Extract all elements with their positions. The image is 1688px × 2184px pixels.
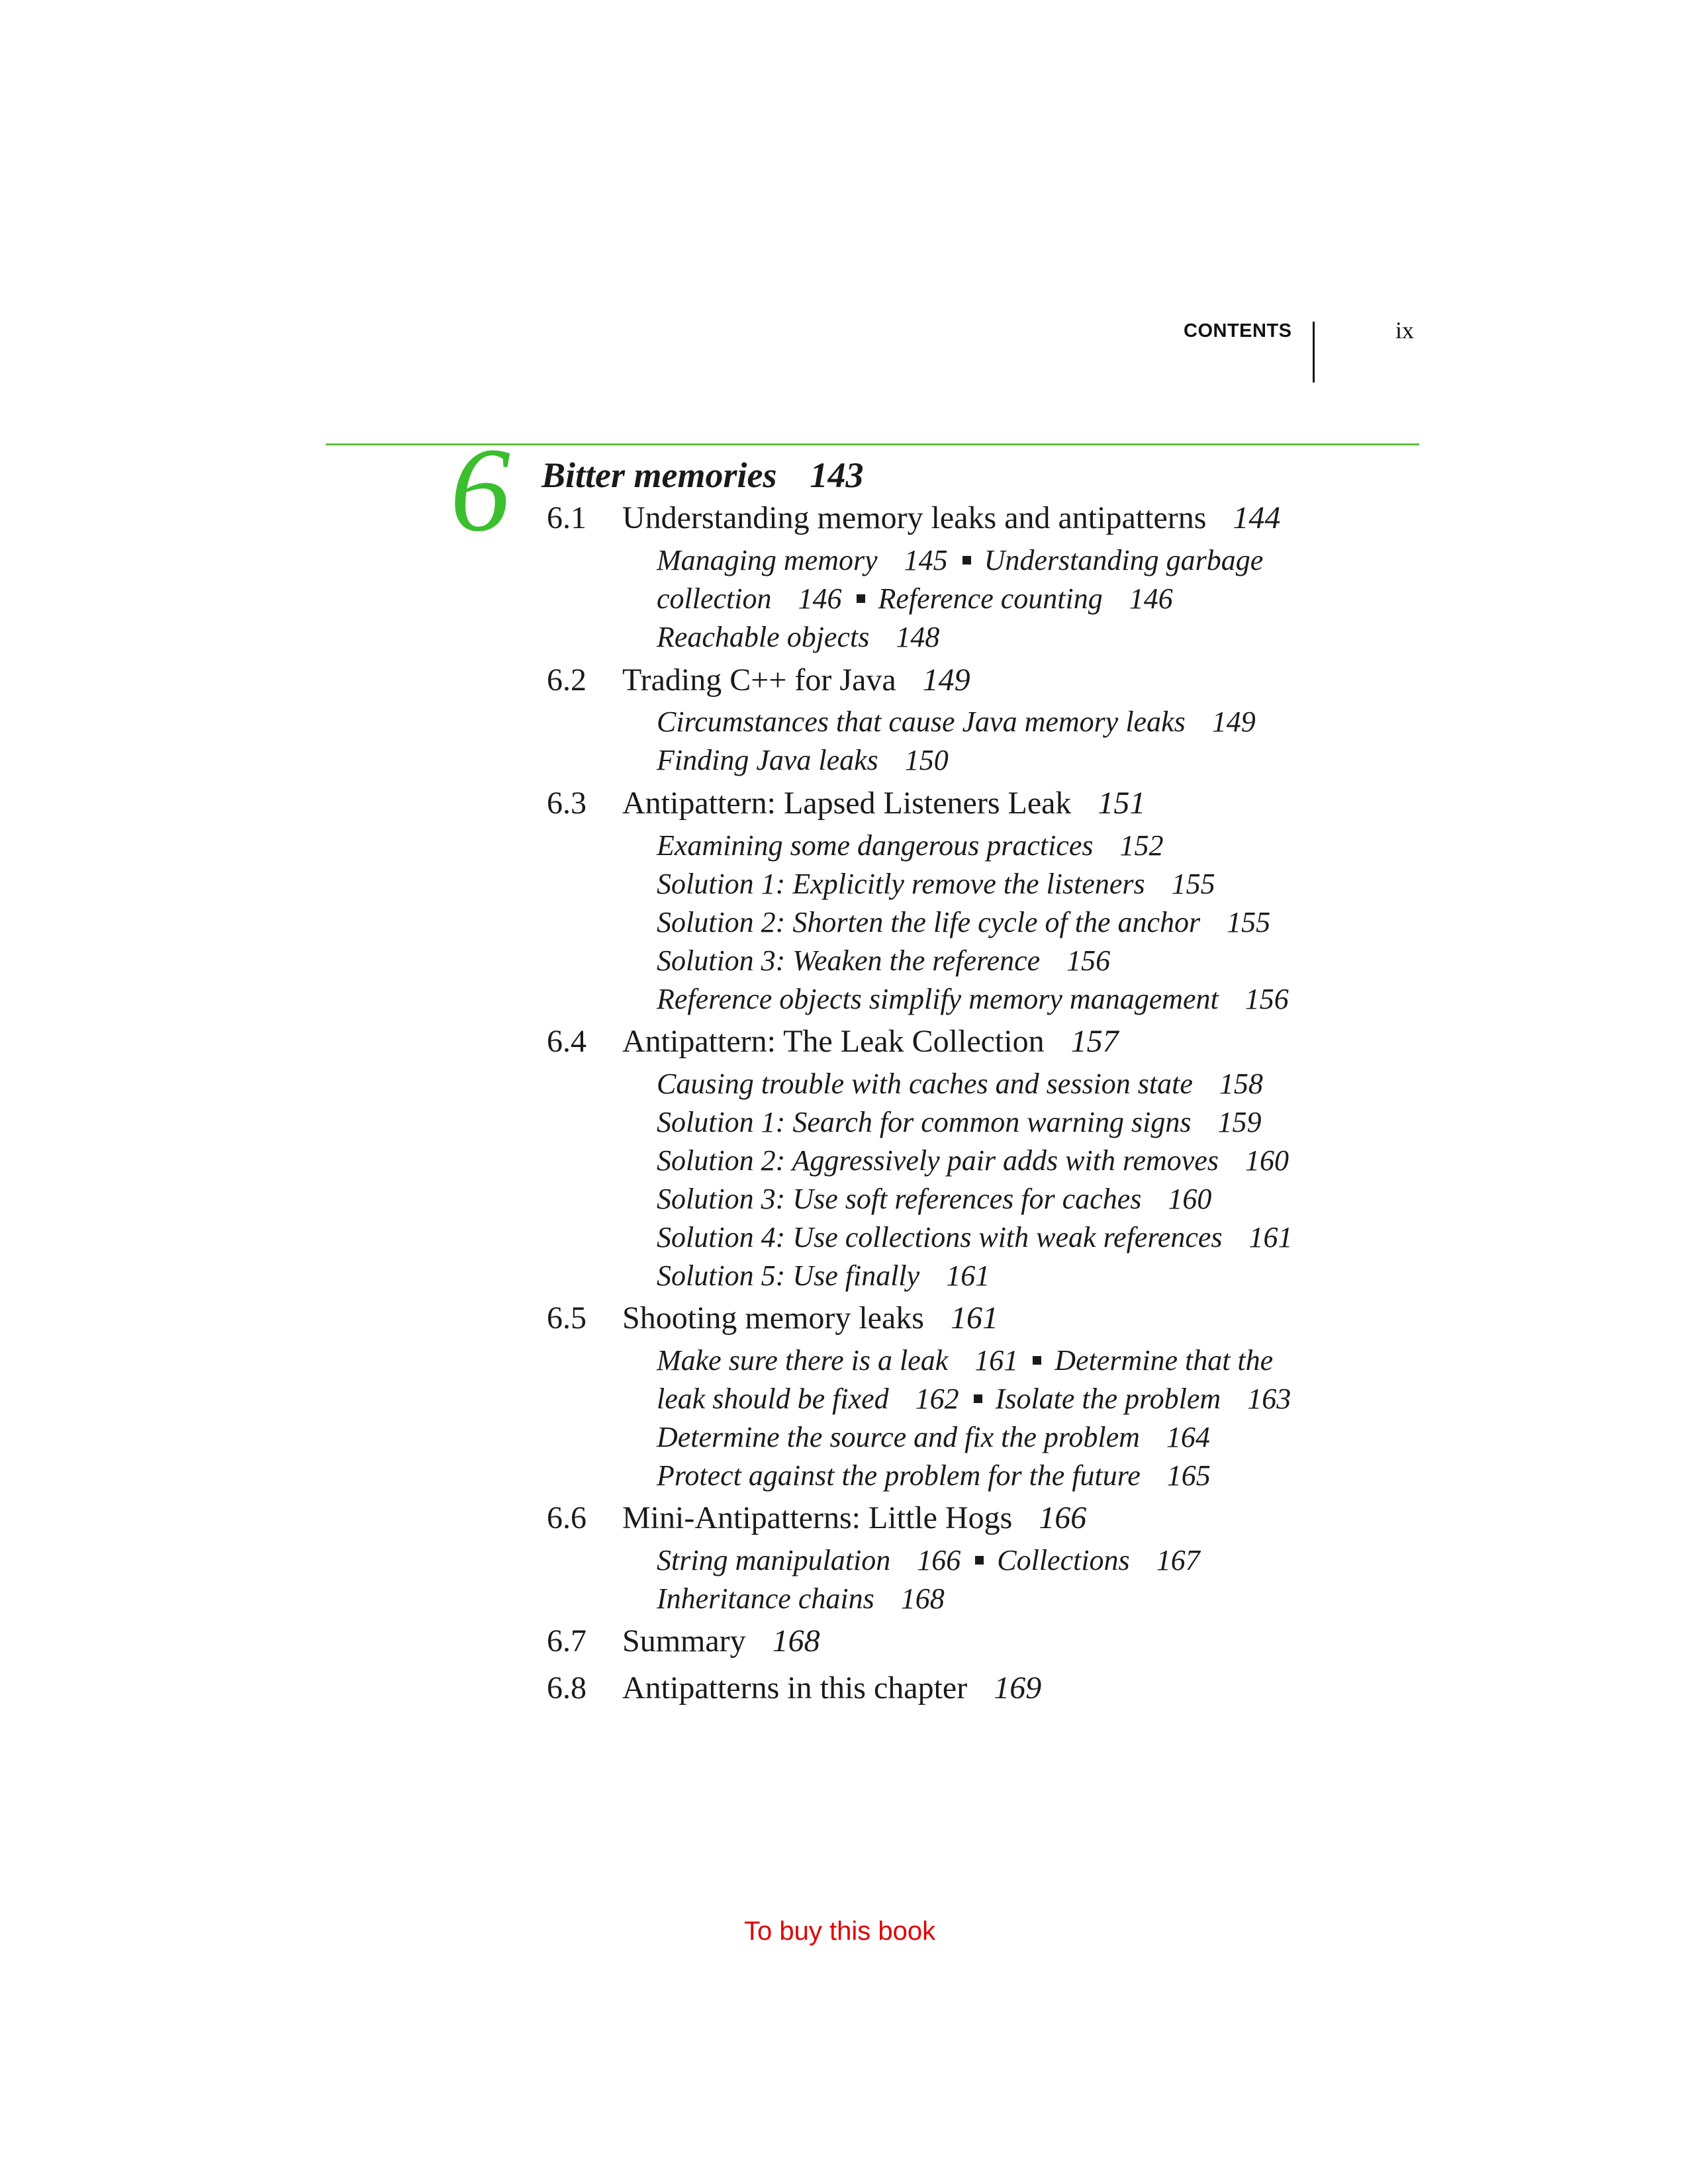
section-number: 6.2	[547, 662, 586, 698]
subsection-page: 155	[1227, 906, 1271, 938]
section-page: 166	[1039, 1500, 1087, 1535]
subsection-title: Circumstances that cause Java memory leaks	[657, 705, 1186, 738]
subsection-page: 145	[904, 544, 948, 576]
subsection-page: 148	[896, 621, 940, 653]
section-title: Understanding memory leaks and antipatterns	[622, 500, 1207, 535]
subsection-page: 155	[1171, 868, 1215, 900]
toc-subsection-line[interactable]	[657, 868, 1215, 901]
subsection-title: String manipulation	[657, 1544, 891, 1576]
subsection-page: 167	[1156, 1544, 1200, 1576]
toc-subsection-line[interactable]	[657, 1459, 1211, 1493]
subsection-title: Determine the source and fix the problem	[657, 1421, 1140, 1453]
bullet-separator	[975, 1556, 984, 1565]
bullet-separator	[962, 556, 971, 565]
section-number: 6.8	[547, 1670, 586, 1706]
toc-subsection-line[interactable]	[657, 983, 1289, 1017]
subsection-title: Solution 5: Use finally	[657, 1259, 920, 1292]
toc-subsection-line[interactable]	[657, 829, 1163, 863]
subsection-title: Determine that the	[1055, 1344, 1274, 1377]
toc-subsection-line[interactable]	[657, 1421, 1210, 1455]
subsection-page: 164	[1166, 1421, 1210, 1453]
header-divider	[1313, 322, 1315, 383]
section-page: 157	[1070, 1024, 1119, 1059]
subsection-page: 156	[1066, 944, 1111, 977]
chapter-title-text: Bitter memories	[541, 455, 777, 495]
toc-subsection-line[interactable]	[657, 1259, 990, 1293]
subsection-page: 161	[974, 1344, 1019, 1377]
section-number: 6.1	[547, 500, 586, 535]
subsection-title: Causing trouble with caches and session state	[657, 1068, 1193, 1100]
toc-section[interactable]	[547, 1023, 1119, 1060]
subsection-title: Solution 4: Use collections with weak references	[657, 1221, 1223, 1253]
page-number: ix	[1395, 317, 1415, 343]
section-title: Mini-Antipatterns: Little Hogs	[622, 1500, 1013, 1535]
subsection-title: Finding Java leaks	[657, 744, 878, 776]
subsection-page: 150	[904, 744, 949, 776]
section-number: 6.6	[547, 1500, 586, 1535]
section-title: Trading C++ for Java	[622, 662, 896, 698]
subsection-title: Isolate the problem	[995, 1383, 1221, 1415]
section-page: 144	[1233, 500, 1281, 535]
toc-section[interactable]	[547, 785, 1145, 821]
subsection-title: Solution 3: Use soft references for caches	[657, 1183, 1142, 1215]
section-page: 151	[1098, 786, 1146, 821]
subsection-page: 146	[798, 582, 842, 615]
toc-subsection-line[interactable]	[657, 1582, 945, 1616]
subsection-page: 166	[917, 1544, 961, 1576]
section-page: 161	[950, 1300, 998, 1336]
toc-subsection-line[interactable]	[657, 582, 1173, 616]
toc-subsection-line[interactable]	[657, 944, 1110, 978]
subsection-page: 146	[1129, 582, 1173, 615]
section-title: Antipattern: The Leak Collection	[622, 1024, 1045, 1059]
toc-subsection-line[interactable]	[657, 1106, 1261, 1140]
subsection-title: Reference objects simplify memory management	[657, 983, 1219, 1015]
subsection-title: Managing memory	[657, 544, 878, 576]
subsection-title: Solution 1: Search for common warning signs	[657, 1106, 1192, 1138]
subsection-title: Make sure there is a leak	[657, 1344, 949, 1377]
bullet-separator	[857, 594, 865, 603]
section-page: 168	[772, 1623, 820, 1659]
buy-book-link[interactable]: To buy this book	[744, 1917, 936, 1946]
subsection-title: collection	[657, 582, 772, 615]
toc-subsection-line[interactable]	[657, 1183, 1211, 1216]
subsection-page: 161	[946, 1259, 990, 1292]
subsection-title: Understanding garbage	[984, 544, 1264, 576]
subsection-title: leak should be fixed	[657, 1383, 889, 1415]
toc-subsection-line[interactable]	[657, 1068, 1263, 1101]
subsection-title: Solution 2: Shorten the life cycle of the anchor	[657, 906, 1201, 938]
section-page: 149	[922, 662, 970, 698]
section-title: Antipattern: Lapsed Listeners Leak	[622, 786, 1072, 821]
subsection-page: 162	[915, 1383, 959, 1415]
subsection-title: Solution 1: Explicitly remove the listeners	[657, 868, 1145, 900]
section-title: Summary	[622, 1623, 746, 1659]
toc-subsection-line[interactable]	[657, 1383, 1291, 1416]
toc-section[interactable]	[547, 500, 1280, 536]
chapter-page: 143	[810, 455, 864, 495]
toc-section[interactable]	[547, 1670, 1041, 1706]
toc-subsection-line[interactable]	[657, 1344, 1273, 1378]
chapter-number: 6	[450, 424, 510, 557]
toc-subsection-line[interactable]	[657, 621, 939, 655]
toc-subsection-line[interactable]	[657, 744, 949, 778]
toc-subsection-line[interactable]	[657, 705, 1256, 739]
section-number: 6.3	[547, 786, 586, 821]
section-title: Shooting memory leaks	[622, 1300, 924, 1336]
toc-section[interactable]	[547, 1300, 998, 1336]
subsection-title: Reachable objects	[657, 621, 870, 653]
subsection-title: Inheritance chains	[657, 1582, 874, 1615]
bullet-separator	[974, 1394, 982, 1403]
subsection-title: Reference counting	[878, 582, 1103, 615]
subsection-title: Solution 2: Aggressively pair adds with removes	[657, 1144, 1219, 1177]
subsection-title: Protect against the problem for the future	[657, 1459, 1141, 1492]
subsection-page: 160	[1168, 1183, 1212, 1215]
toc-section[interactable]	[547, 1623, 820, 1659]
subsection-page: 159	[1217, 1106, 1262, 1138]
toc-subsection-line[interactable]	[657, 1221, 1293, 1255]
toc-subsection-line[interactable]	[657, 1144, 1289, 1178]
subsection-page: 165	[1166, 1459, 1211, 1492]
subsection-page: 149	[1211, 705, 1256, 738]
toc-subsection-line[interactable]	[657, 906, 1270, 940]
subsection-page: 161	[1248, 1221, 1293, 1253]
bullet-separator	[1033, 1356, 1041, 1365]
toc-subsection-line[interactable]	[657, 1544, 1200, 1578]
section-number: 6.5	[547, 1300, 586, 1336]
section-number: 6.7	[547, 1623, 586, 1659]
subsection-title: Collections	[997, 1544, 1130, 1576]
subsection-title: Examining some dangerous practices	[657, 829, 1094, 862]
toc-section[interactable]	[547, 1500, 1086, 1536]
toc-section[interactable]	[547, 662, 970, 698]
subsection-page: 160	[1244, 1144, 1289, 1177]
subsection-page: 158	[1219, 1068, 1263, 1100]
section-page: 169	[994, 1670, 1042, 1706]
running-header-label: CONTENTS	[1184, 320, 1292, 341]
subsection-title: Solution 3: Weaken the reference	[657, 944, 1041, 977]
section-title: Antipatterns in this chapter	[622, 1670, 968, 1706]
subsection-page: 152	[1119, 829, 1164, 862]
subsection-page: 156	[1244, 983, 1289, 1015]
toc-subsection-line[interactable]	[657, 544, 1263, 578]
chapter-title[interactable]	[541, 454, 863, 497]
subsection-page: 163	[1247, 1383, 1291, 1415]
subsection-page: 168	[900, 1582, 945, 1615]
section-number: 6.4	[547, 1024, 586, 1059]
